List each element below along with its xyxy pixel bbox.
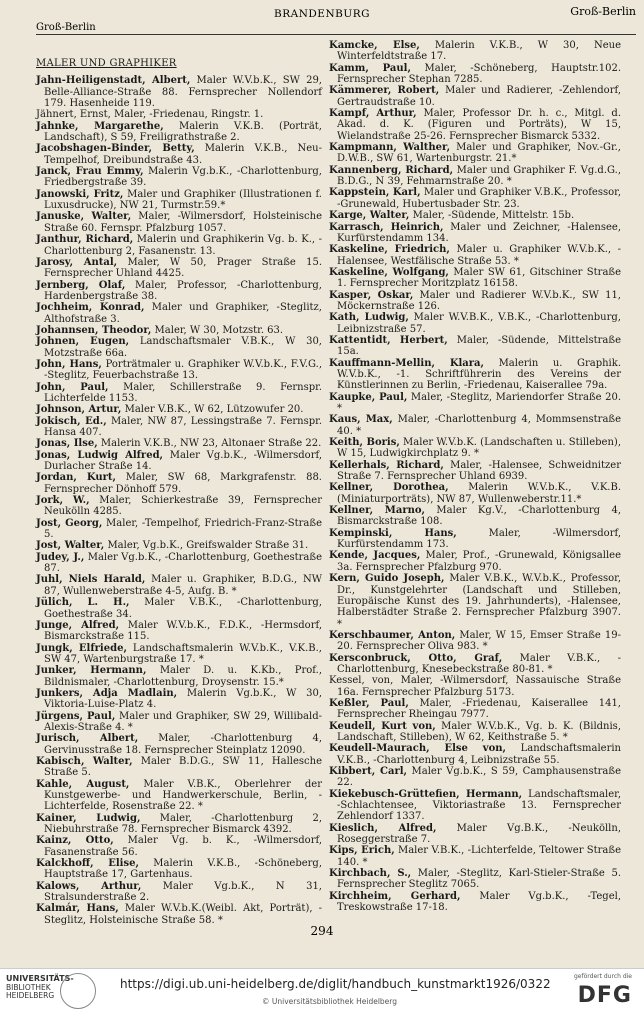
entry-name: Kattentidt, Herbert, — [329, 334, 448, 346]
entry-name: Kersconbruck, Otto, Graf, — [329, 652, 503, 664]
entry-name: Kibbert, Carl, — [329, 766, 408, 777]
entry-name: Jahn-Heiligenstadt, Albert, — [36, 75, 191, 87]
directory-entry — [36, 109, 322, 120]
directory-entry — [36, 257, 322, 280]
entry-name: Jurisch, Albert, — [36, 733, 139, 745]
entry-details: Maler, -Tempelhof, Friedrich-Franz-Straße 5. — [44, 517, 322, 541]
entry-details: Maler, -Steglitz, Mariendorfer Straße 20. * — [337, 391, 622, 414]
entry-details: Maler Vg.b.K., S 59, Camphausenstraße 22. — [337, 766, 621, 789]
directory-entry — [329, 868, 621, 891]
entry-details: Maler W.V.b.K., F.D.K., -Hermsdorf, Bismarckstraße 115. — [44, 619, 322, 643]
entry-details: Maler und Graphiker, Nov.-Gr., D.W.B., SW 61, Wartenburgstr. 21.* — [337, 142, 621, 165]
entry-details: Maler, -Halensee, Schweidnitzer Straße 7. Fernsprecher Uhland 6939. — [337, 459, 621, 483]
directory-entry — [36, 75, 322, 109]
entry-details: Maler SW 61, Gitschiner Straße 1. Fernsprecher Moritzplatz 16158. — [337, 266, 622, 290]
directory-entry — [329, 187, 621, 210]
entry-name: Kerschbaumer, Anton, — [329, 629, 456, 641]
entry-name: Jürgens, Paul, — [36, 710, 116, 722]
funder-caption: gefördert durch die — [574, 973, 632, 980]
entry-name: Karge, Walter, — [329, 210, 410, 222]
directory-entry — [329, 550, 621, 573]
entry-name: Keith, Boris, — [329, 437, 400, 449]
entry-details: Malerin und Graphikerin Vg. b. K., -Charlottenburg 2, Fasanenstr. 13. — [44, 234, 322, 257]
entry-details: Maler V.B.K., W.V.b.K., Professor, Dr., Kunstgelehrter (Landschaft und Stilleben, Europäische Kunst des 19. Jahrhunderts), -Halensee, Halberstädter Straße 2. Fernsprecher Pfalzburg 3907. * — [337, 573, 621, 630]
directory-entry — [36, 518, 322, 541]
right-column — [329, 40, 621, 913]
directory-entry — [329, 85, 621, 108]
entry-details: Maler und Radierer, -Zehlendorf, Gertraudstraße 10. — [337, 85, 621, 108]
directory-entry — [329, 392, 621, 415]
directory-entry — [329, 244, 621, 267]
entry-details: Landschaftsmaler, -Schlachtensee, Viktoriastraße 13. Fernsprecher Zehlendorf 1337. — [337, 788, 621, 823]
entry-details: Maler Vg.b.K., -Tegel, Treskowstraße 17-18. — [337, 890, 622, 914]
directory-entry — [329, 40, 621, 63]
directory-entry — [329, 721, 621, 744]
directory-entry — [36, 189, 322, 212]
entry-name: Jahnke, Margarethe, — [36, 120, 164, 132]
directory-entry — [36, 143, 322, 166]
entry-name: John, Hans, — [36, 358, 102, 370]
directory-entry — [36, 234, 322, 257]
directory-entry — [329, 63, 621, 86]
entry-name: Junge, Alfred, — [36, 619, 120, 631]
directory-entry — [329, 358, 621, 392]
entry-details: Maler und Graphiker, SW 29, Willibald-Alexis-Straße 4. * — [44, 710, 322, 733]
entry-details: Maler B.D.G., SW 11, Hallesche Straße 5. — [44, 755, 323, 779]
directory-entry — [36, 779, 322, 813]
entry-name: Kirchheim, Gerhard, — [329, 890, 461, 902]
entry-name: Kampmann, Walther, — [329, 142, 451, 154]
directory-entry — [329, 414, 621, 437]
entry-details: Maler W.V.B.K., V.B.K., -Charlottenburg, Leibnizstraße 57. — [337, 312, 621, 335]
entry-name: Jordan, Kurt, — [36, 472, 117, 484]
entry-details: Maler W.V.b.K., SW 29, Belle-Alliance-Straße 88. Fernsprecher Nollendorf 179. Hasenheide 119. — [44, 75, 322, 110]
directory-entry — [329, 653, 621, 676]
directory-entry — [36, 540, 322, 551]
entry-details: Maler, Vg.b.K., Greifswalder Straße 31. — [104, 540, 309, 552]
entry-details: Maler und Graphiker (Illustrationen f. Luxusdrucke), NW 21, Turmstr.59.* — [44, 188, 322, 212]
entry-details: Malerin V.K.B., W 30, Neue Winterfeldtstraße 17. — [337, 40, 621, 63]
viewer-footer — [0, 968, 644, 1014]
entry-name: Jülich, L. H., — [36, 597, 130, 609]
entry-details: Maler Vg.b.K., N 31, Stralsunderstraße 2. — [44, 880, 322, 904]
entry-name: Jork, W., — [36, 495, 90, 507]
entry-name: Jonas, Ludwig Alfred, — [36, 449, 164, 461]
page-number: 294 — [310, 924, 334, 938]
entry-name: Kellerhals, Richard, — [329, 459, 444, 471]
copyright-notice — [262, 997, 397, 1006]
header-left: Groß-Berlin — [36, 22, 96, 33]
entry-name: Kath, Ludwig, — [329, 312, 409, 324]
entry-details: Maler Vg. b. K., -Wilmersdorf, Fasanenstraße 56. — [44, 835, 323, 858]
entry-name: Kaupke, Paul, — [329, 391, 408, 403]
directory-entry — [329, 210, 621, 221]
copyright-text: © Universitätsbibliothek Heidelberg — [262, 997, 398, 1006]
entry-name: Jarosy, Antal, — [36, 256, 118, 268]
entry-details: Maler, Professor, -Charlottenburg, Hardenbergstraße 38. — [44, 279, 322, 302]
entry-name: Keßler, Paul, — [329, 697, 409, 709]
directory-entry — [36, 359, 322, 382]
directory-entry — [329, 528, 621, 551]
permalink-url[interactable]: https://digi.ub.uni-heidelberg.de/diglit/handbuch_kunstmarkt1926/0322 — [120, 977, 551, 991]
entry-name: Jacobshagen-Binder, Betty, — [36, 143, 195, 155]
entry-details: Maler V.B.K., -Charlottenburg, Knesebeckstraße 80-81. * — [337, 652, 621, 675]
entry-name: Janck, Frau Emmy, — [36, 166, 144, 178]
directory-entry — [36, 643, 322, 666]
entry-name: Jost, Walter, — [36, 540, 105, 552]
directory-entry — [329, 460, 621, 483]
entry-details: Maler, -Wilmersdorf, Kurfürstendamm 173. — [337, 527, 622, 551]
directory-entry — [36, 903, 322, 926]
entry-details: Maler und Graphiker V.B.K., Professor, -Grunewald, Hubertusbader Str. 23. — [337, 187, 621, 210]
directory-entry — [36, 835, 322, 858]
entry-name: Kamm, Paul, — [329, 62, 411, 74]
entry-name: Kalckhoff, Elise, — [36, 858, 139, 870]
entry-details: Maler V.B.K., W 62, Lützowufer 20. — [121, 404, 304, 416]
entry-name: Janowski, Fritz, — [36, 188, 124, 200]
directory-entry — [329, 789, 621, 823]
entry-details: Landschaftsmalerin V.K.B., -Charlottenburg 4, Leibnizstraße 55. — [337, 743, 621, 766]
entry-details: Maler, Professor Dr. h. c., Mitgl. d. Akad. d. K. (Figuren und Porträts), W 15, Wielandstraße 25-26. Fernsprecher Bismarck 5332. — [337, 108, 621, 142]
entry-name: Kahle, August, — [36, 778, 130, 790]
entry-name: Jost, Georg, — [36, 517, 103, 529]
entry-details: Maler V.B.K., -Charlottenburg, Goethestraße 34. — [44, 597, 323, 620]
directory-entry — [36, 733, 322, 756]
header-center: BRANDENBURG — [273, 8, 371, 20]
entry-details: Maler Vg.B.K., -Neukölln, Roseggerstraße 7. — [337, 822, 621, 846]
logo-line-3: HEIDELBERG — [6, 991, 55, 1000]
entry-details: Maler W.V.b.K. (Landschaften u. Stilleben), W 15, Ludwigkirchplatz 9. * — [337, 437, 621, 460]
entry-details: Maler, Prof., -Grunewald, Königsallee 3a. Fernsprecher Pfalzburg 970. — [337, 550, 621, 573]
directory-entry — [36, 382, 322, 405]
entry-details: Malerin V.K.B. (Porträt, Landschaft), S 59, Freiligrathstraße 2. — [44, 120, 322, 144]
entry-details: Maler, -Friedenau, Kaiserallee 141, Fernsprecher Rheingau 7977. — [337, 697, 621, 721]
entry-name: Jernberg, Olaf, — [36, 279, 126, 291]
directory-entry — [329, 335, 621, 358]
section-title: MALER UND GRAPHIKER — [36, 58, 177, 69]
entry-name: Kaus, Max, — [329, 414, 393, 426]
entry-name: Kirchbach, S., — [329, 868, 412, 880]
entry-name: Kauffmann-Mellin, Klara, — [329, 357, 485, 369]
directory-entry — [329, 845, 621, 868]
entry-details: Maler u. Graphiker, B.D.G., NW 87, Wullenweberstraße 4-5, Aufg. B. * — [44, 574, 323, 597]
directory-entry — [329, 766, 621, 789]
entry-details: Maler D. u. K.Kb., Prof., Bildnismaler, -Charlottenburg, Droysenstr. 15.* — [44, 665, 323, 688]
entry-name: Kieslich, Alfred, — [329, 822, 437, 834]
entry-details: Maler, SW 68, Markgrafenstr. 88. Fernsprecher Dönhoff 579. — [44, 472, 322, 495]
entry-name: Jungk, Elfriede, — [36, 642, 127, 654]
entry-name: Kampf, Arthur, — [329, 108, 417, 120]
directory-entry — [36, 495, 322, 518]
directory-entry — [329, 108, 621, 142]
entry-name: Kainz, Otto, — [36, 835, 114, 847]
entry-details: Malerin V.K.B., NW 23, Altonaer Straße 22. — [97, 438, 322, 450]
logo-line-2: BIBLIOTHEK — [6, 982, 51, 992]
directory-entry — [329, 165, 621, 188]
entry-details: Landschaftsmaler V.B.K., W 30, Motzstraße 66a. — [44, 336, 322, 359]
entry-name: Karrasch, Heinrich, — [329, 221, 444, 233]
entry-details: Maler, NW 87, Lessingstraße 7. Fernspr. Hansa 407. — [44, 415, 322, 438]
directory-entry — [329, 743, 621, 766]
directory-entry — [36, 438, 322, 449]
entry-details: Maler, -Charlottenburg 4, Mommsenstraße 40. * — [337, 414, 621, 437]
university-seal-icon — [60, 973, 96, 1009]
directory-entry — [329, 290, 621, 313]
directory-entry — [36, 688, 322, 711]
directory-entry — [36, 813, 322, 836]
entry-name: Kamcke, Else, — [329, 40, 420, 51]
entry-name: Junker, Hermann, — [36, 665, 147, 677]
entry-name: Kasper, Oskar, — [329, 289, 414, 301]
directory-entry — [36, 574, 322, 597]
entry-name: Kellner, Dorothea, — [329, 482, 449, 494]
entry-name: Kainer, Ludwig, — [36, 812, 141, 824]
directory-entry — [36, 858, 322, 881]
entry-details: Maler, -Südende, Mittelstraße 15a. — [337, 334, 621, 358]
entry-name: Keudell-Maurach, Else von, — [329, 743, 507, 755]
directory-entry — [329, 630, 621, 653]
directory-entry — [36, 404, 322, 415]
directory-entry — [36, 665, 322, 688]
directory-entry — [36, 450, 322, 473]
directory-entry — [36, 336, 322, 359]
entry-details: Maler und Graphiker F. Vg.d.G., B.D.G., N 39, Fehmarnstraße 20. * — [337, 164, 621, 188]
left-column — [36, 40, 322, 926]
entry-details: Maler, -Charlottenburg 4, Gervinusstraße 18. Fernsprecher Steinplatz 12090. — [44, 733, 322, 756]
entry-name: Kämmerer, Robert, — [329, 85, 440, 97]
directory-entry — [36, 552, 322, 575]
dfg-logo[interactable]: DFG — [577, 983, 632, 1008]
directory-entry — [329, 698, 621, 721]
entry-details: Malerin Vg.b.K., W 30, Viktoria-Luise-Platz 4. — [44, 687, 323, 711]
entry-name: Johnen, Eugen, — [36, 336, 130, 348]
directory-entry — [36, 711, 322, 734]
entry-details: Maler Kg.V., -Charlottenburg 4, Bismarckstraße 108. — [337, 505, 621, 528]
entry-details: Maler, -Südende, Mittelstr. 15b. — [409, 210, 575, 222]
entry-name: Kappstein, Karl, — [329, 187, 421, 199]
entry-details: Maler W.V.b.K.(Weibl. Akt, Porträt), -Steglitz, Holsteinische Straße 58. * — [44, 903, 323, 926]
entry-name: Jokisch, Ed., — [36, 415, 107, 427]
entry-details: Maler u. Graphiker W.V.b.K., -Halensee, Westfälische Straße 53. * — [337, 244, 621, 267]
directory-entry — [36, 280, 322, 303]
directory-entry — [329, 437, 621, 460]
entry-details: Porträtmaler u. Graphiker W.V.b.K., F.V.G., -Steglitz, Feuerbachstraße 13. — [44, 358, 322, 382]
entry-details: Maler V.B.K., Oberlehrer der Kunstgewerbe- und Handwerkerschule, Berlin, -Lichterfelde, Rosenstraße 22. * — [44, 778, 322, 813]
entry-name: Jonas, Ilse, — [36, 438, 98, 450]
entry-name: Kempinski, Hans, — [329, 527, 457, 539]
entry-name: Kalows, Arthur, — [36, 880, 142, 892]
entry-details: Malerin u. Graphik. W.V.b.K., -1. Schriftführerin des Vereins der Künstlerinnen zu Berlin, -Friedenau, Kaiserallee 79a. — [337, 357, 621, 392]
directory-entry — [36, 325, 322, 336]
directory-entry — [329, 267, 621, 290]
entry-details: Maler Vg.b.K., -Wilmersdorf, Durlacher Straße 14. — [44, 449, 322, 473]
entry-name: Johannsen, Theodor, — [36, 324, 152, 336]
directory-entry — [329, 823, 621, 846]
directory-entry — [36, 121, 322, 144]
entry-details: Maler und Radierer W.V.b.K., SW 11, Möckernstraße 126. — [337, 289, 621, 312]
entry-name: Kiekebusch-Grüttefien, Hermann, — [329, 788, 523, 800]
entry-details: Malerin V.K.B., Neu-Tempelhof, Dreibundstraße 43. — [44, 143, 322, 166]
directory-entry — [329, 312, 621, 335]
entry-details: Maler W.V.b.K., Vg. b. K. (Bildnis, Landschaft, Stilleben), W 62, Keithstraße 5. * — [337, 720, 621, 743]
directory-entry — [329, 142, 621, 165]
directory-entry — [36, 211, 322, 234]
directory-entry — [36, 756, 322, 779]
directory-entry — [329, 675, 621, 698]
entry-name: Judey, J., — [36, 551, 85, 563]
entry-details: Maler V.B.K., -Lichterfelde, Teltower Straße 140. * — [337, 845, 621, 868]
entry-name: Kabisch, Walter, — [36, 755, 133, 767]
entry-name: Keudell, Kurt von, — [329, 720, 436, 732]
entry-name: Kaskeline, Wolfgang, — [329, 266, 449, 278]
directory-entry — [36, 302, 322, 325]
directory-entry — [329, 573, 621, 630]
entry-name: Janthur, Richard, — [36, 234, 134, 246]
entry-details: Maler Vg.b.K., -Charlottenburg, Goethestraße 87. — [44, 551, 322, 575]
header-right: Groß-Berlin — [570, 5, 636, 18]
directory-entry — [329, 505, 621, 528]
header-rule — [36, 34, 636, 35]
entry-details: Jähnert, Ernst, Maler, -Friedenau, Ringstr. 1. — [36, 109, 264, 121]
entry-name: John, Paul, — [36, 381, 109, 393]
directory-entry — [329, 891, 621, 914]
entry-details: Malerin W.V.b.K., V.K.B. (Miniaturporträts), NW 87, Wullenweberstr.11.* — [337, 482, 621, 505]
entry-details: Maler und Graphiker, -Steglitz, Althofstraße 3. — [44, 302, 322, 325]
entry-name: Kern, Guido Joseph, — [329, 573, 445, 585]
directory-entry — [36, 881, 322, 904]
logo-line-1: UNIVERSITÄTS- — [6, 974, 74, 983]
entry-name: Kellner, Marno, — [329, 505, 426, 517]
entry-details: Maler, Schierkestraße 39, Fernsprecher Neukölln 4285. — [44, 495, 322, 518]
directory-entry — [329, 222, 621, 245]
entry-name: Junkers, Adja Madlain, — [36, 687, 178, 699]
entry-details: Maler, Schillerstraße 9. Fernspr. Lichterfelde 1153. — [44, 381, 322, 404]
entry-name: Januske, Walter, — [36, 211, 132, 223]
entry-name: Juhl, Niels Harald, — [36, 574, 146, 586]
entry-name: Johnson, Artur, — [36, 404, 122, 416]
directory-entry — [36, 166, 322, 189]
entry-name: Kips, Erich, — [329, 845, 395, 857]
directory-entry — [329, 482, 621, 505]
entry-details: Malerin V.K.B., -Schöneberg, Hauptstraße 17, Gartenhaus. — [44, 858, 323, 881]
entry-details: Maler, W 50, Prager Straße 15. Fernsprecher Uhland 4425. — [44, 256, 322, 280]
directory-entry — [36, 472, 322, 495]
entry-details: Maler, -Steglitz, Karl-Stieler-Straße 5. Fernsprecher Steglitz 7065. — [337, 868, 621, 891]
directory-entry — [36, 416, 322, 439]
entry-name: Kaskeline, Friedrich, — [329, 244, 450, 256]
entry-details: Kessel, von, Maler, -Wilmersdorf, Nassauische Straße 16a. Fernsprecher Pfalzburg 5173. — [329, 675, 621, 698]
entry-details: Maler und Zeichner, -Halensee, Kurfürstendamm 134. — [337, 221, 621, 244]
entry-name: Kalmár, Hans, — [36, 903, 119, 915]
directory-entry — [36, 597, 322, 620]
entry-details: Maler, W 30, Motzstr. 63. — [151, 324, 284, 336]
entry-details: Maler, W 15, Emser Straße 19-20. Fernsprecher Oliva 983. * — [337, 629, 621, 653]
entry-details: Maler, -Wilmersdorf, Holsteinische Straße 60. Fernspr. Pfalzburg 1057. — [44, 211, 322, 234]
entry-details: Malerin Vg.b.K., -Charlottenburg, Friedbergstraße 39. — [44, 166, 322, 189]
entry-name: Kende, Jacques, — [329, 550, 421, 562]
entry-details: Maler, -Schöneberg, Hauptstr.102. Fernsprecher Stephan 7285. — [337, 62, 621, 86]
entry-name: Jochheim, Konrad, — [36, 302, 145, 314]
entry-details: Landschaftsmalerin W.V.b.K., V.K.B., SW 47, Wartenburgstraße 17. * — [44, 642, 322, 665]
entry-name: Kannenberg, Richard, — [329, 164, 454, 176]
entry-details: Maler, -Charlottenburg 2, Niebuhrstraße 78. Fernsprecher Bismarck 4392. — [44, 812, 322, 836]
directory-entry — [36, 620, 322, 643]
